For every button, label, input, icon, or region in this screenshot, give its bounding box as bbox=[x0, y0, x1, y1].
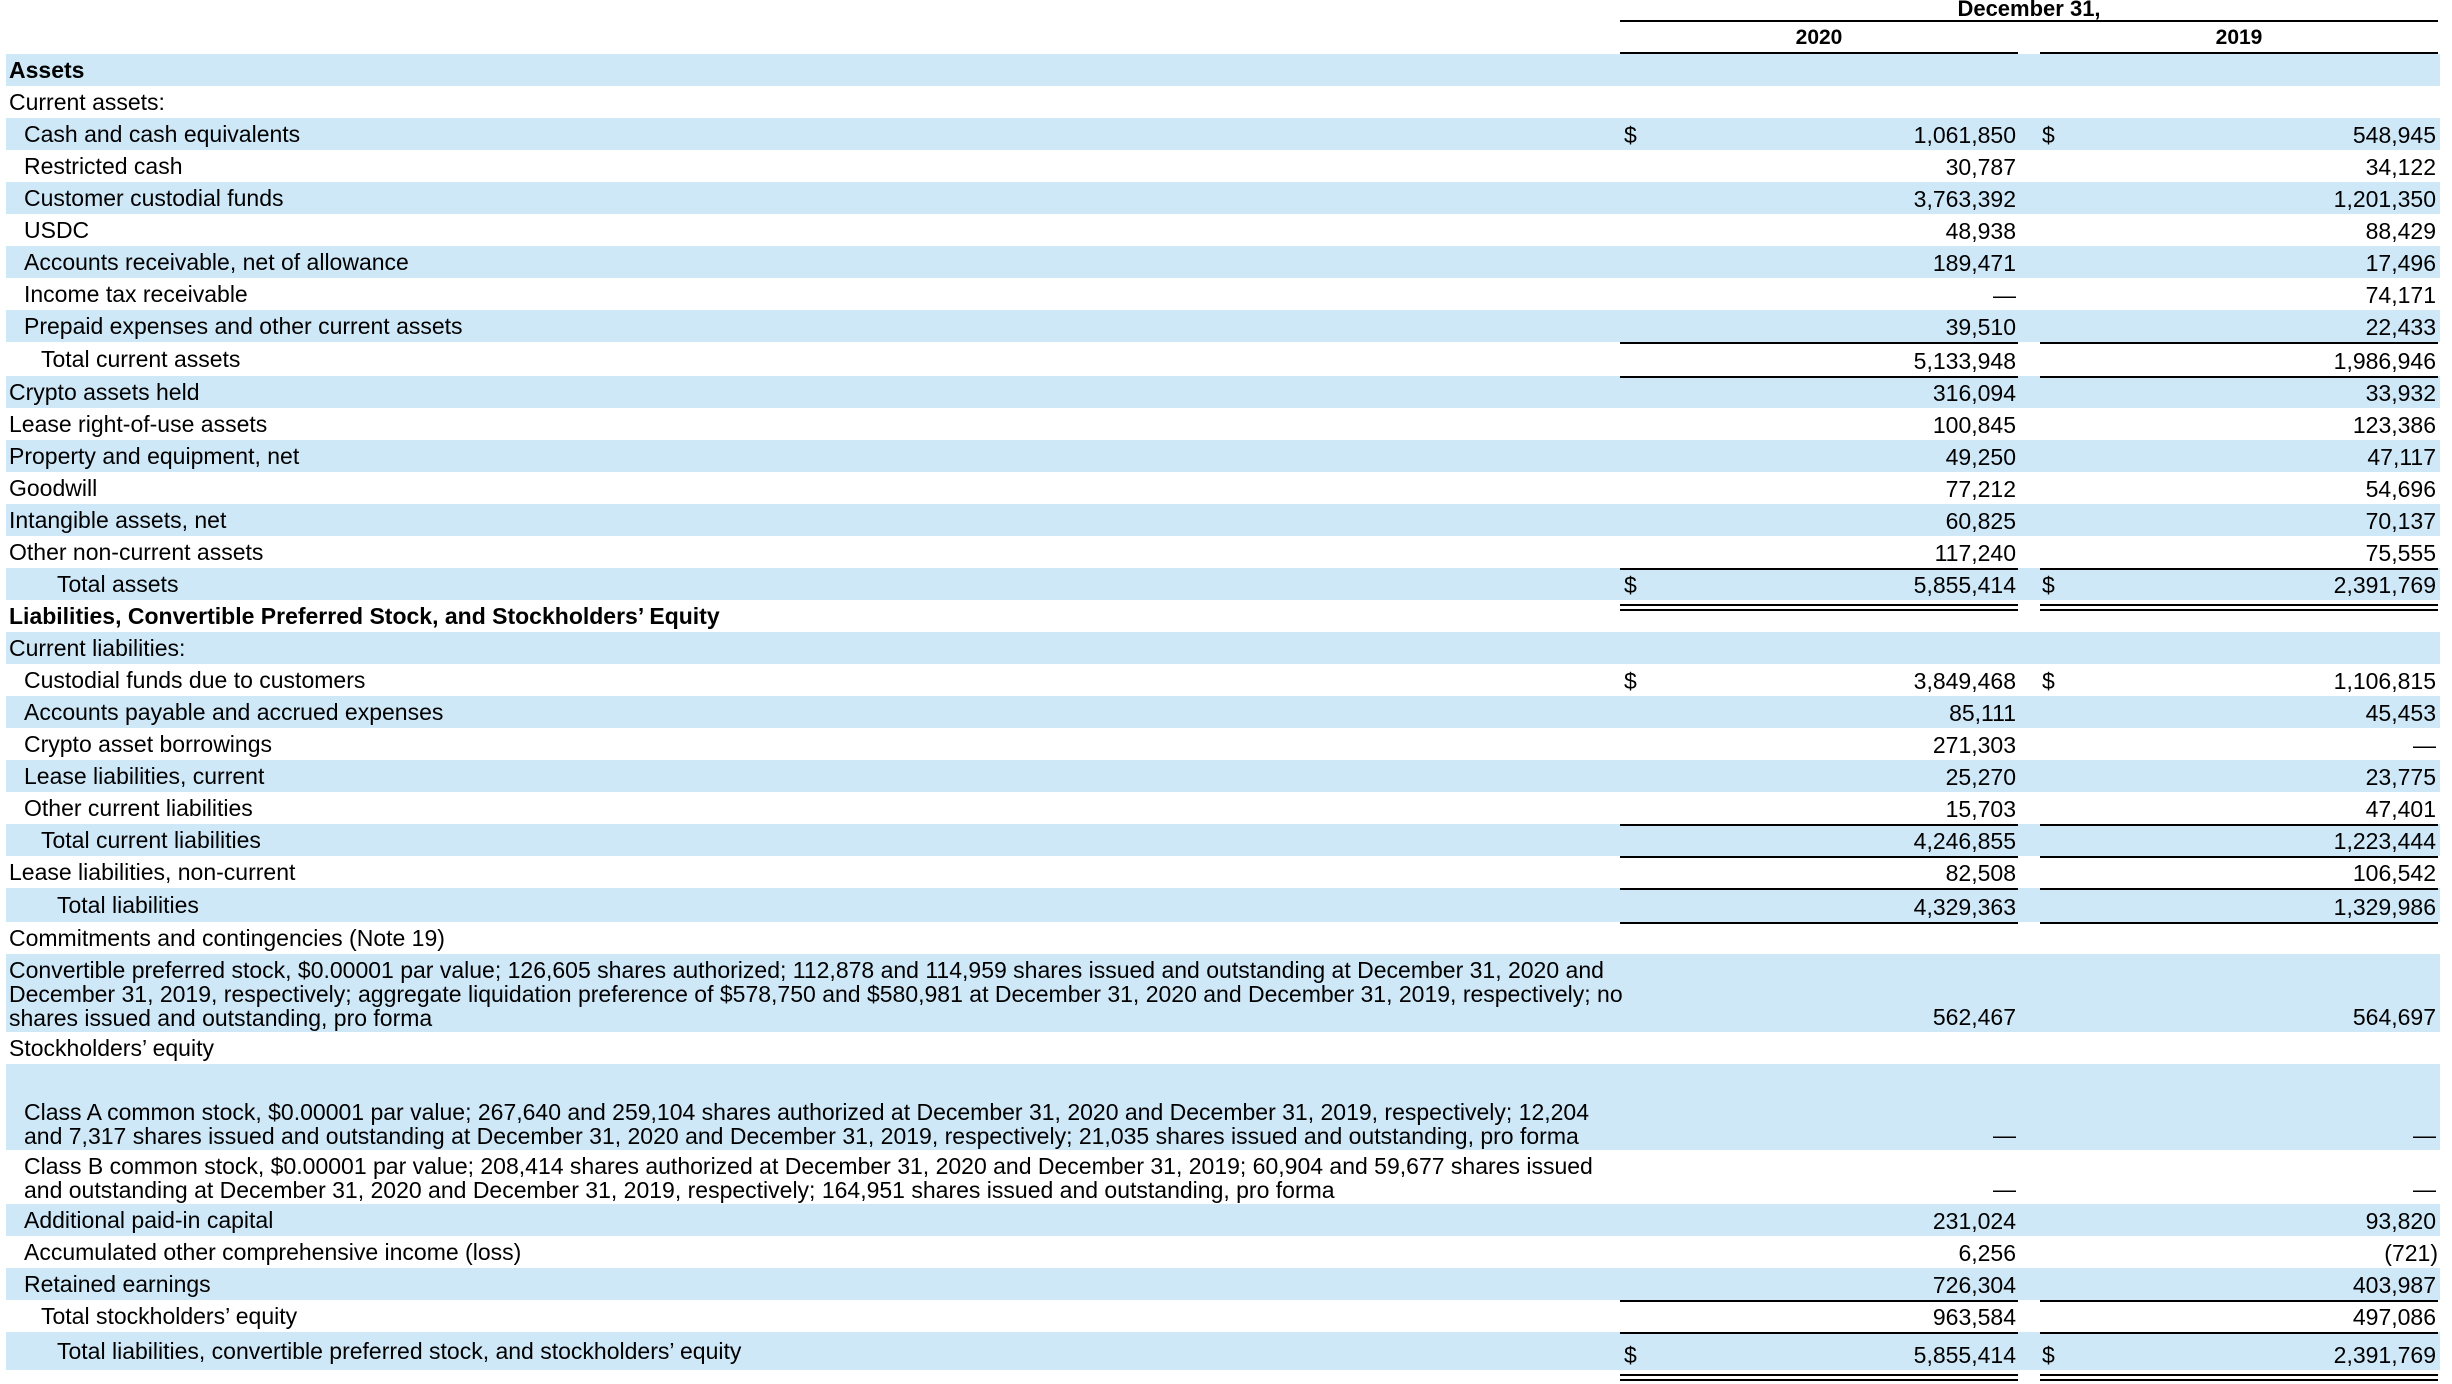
currency-symbol: $ bbox=[1624, 668, 1637, 694]
value-2020: 726,304 bbox=[1932, 1272, 2016, 1298]
line-item-label: Current liabilities: bbox=[9, 635, 186, 661]
line-item-label: USDC bbox=[24, 217, 90, 243]
value-2019: 2,391,769 bbox=[2333, 1342, 2436, 1368]
row-total-liabilities-convertible-preferred-stock-an bbox=[6, 1332, 2440, 1370]
value-2019: 75,555 bbox=[2365, 540, 2436, 566]
year-header-2019: 2019 bbox=[2215, 26, 2263, 49]
year-header-2020: 2020 bbox=[1795, 26, 1843, 49]
row-convertible-preferred-stock-0-00001-par-value-12 bbox=[6, 954, 2440, 1032]
line-item-label: Convertible preferred stock, $0.00001 par value; 126,605 shares authorized; 112,878 and 114,959 shares issued and outstanding at December 31, 2020 and December 31, 2019, respectively; aggregate liquidation preference of $578,750 and $580,981 at December 31, 2020 and December 31, 2019, respectively; no shares issued and outstanding, pro forma bbox=[9, 957, 1623, 1031]
line-item-label: Lease liabilities, current bbox=[24, 763, 265, 789]
subtotal-rule bbox=[2040, 922, 2438, 924]
value-2020: 100,845 bbox=[1932, 412, 2016, 438]
line-item-label: Goodwill bbox=[9, 475, 98, 501]
value-2020: 49,250 bbox=[1945, 444, 2016, 470]
row-other-current-liabilities bbox=[6, 792, 2440, 824]
currency-symbol: $ bbox=[2042, 1342, 2055, 1368]
row-total-current-liabilities bbox=[6, 824, 2440, 856]
value-2019: 34,122 bbox=[2365, 154, 2436, 180]
value-2019: 548,945 bbox=[2352, 122, 2436, 148]
value-2019: — bbox=[2413, 1176, 2436, 1202]
line-item-label: Assets bbox=[9, 57, 85, 83]
value-2019: 74,171 bbox=[2365, 282, 2436, 308]
line-item-label: Current assets: bbox=[9, 89, 165, 115]
line-item-label: Cash and cash equivalents bbox=[24, 121, 301, 147]
value-2020: — bbox=[1993, 282, 2016, 308]
value-2020: 271,303 bbox=[1932, 732, 2016, 758]
line-item-label: Liabilities, Convertible Preferred Stock, and Stockholders’ Equity bbox=[9, 603, 720, 629]
row-commitments-and-contingencies-note-19 bbox=[6, 922, 2440, 954]
row-intangible-assets-net bbox=[6, 504, 2440, 536]
row-liabilities-convertible-preferred-stock-and-stoc bbox=[6, 600, 2440, 632]
subtotal-rule bbox=[1620, 1300, 2018, 1302]
value-2020: 231,024 bbox=[1932, 1208, 2016, 1234]
currency-symbol: $ bbox=[1624, 122, 1637, 148]
value-2020: 82,508 bbox=[1945, 860, 2016, 886]
value-2019: 33,932 bbox=[2365, 380, 2436, 406]
value-2019: 106,542 bbox=[2352, 860, 2436, 886]
line-item-label: Retained earnings bbox=[24, 1271, 211, 1297]
line-item-label: Other current liabilities bbox=[24, 795, 253, 821]
subtotal-rule bbox=[1620, 856, 2018, 858]
value-2020: 562,467 bbox=[1932, 1004, 2016, 1030]
row-stockholders-equity bbox=[6, 1032, 2440, 1064]
row-crypto-assets-held bbox=[6, 376, 2440, 408]
line-item-label: Total liabilities bbox=[57, 892, 199, 918]
row-total-stockholders-equity bbox=[6, 1300, 2440, 1332]
value-2019: 497,086 bbox=[2352, 1304, 2436, 1330]
value-2019: 23,775 bbox=[2365, 764, 2436, 790]
period-header-rule bbox=[1620, 20, 2438, 22]
line-item-label: Accounts payable and accrued expenses bbox=[24, 699, 444, 725]
row-current-liabilities bbox=[6, 632, 2440, 664]
value-2019: 564,697 bbox=[2352, 1004, 2436, 1030]
value-2020: 30,787 bbox=[1945, 154, 2016, 180]
line-item-label: Additional paid-in capital bbox=[24, 1207, 274, 1233]
row-other-non-current-assets bbox=[6, 536, 2440, 568]
line-item-label: Property and equipment, net bbox=[9, 443, 300, 469]
line-item-label: Commitments and contingencies (Note 19) bbox=[9, 925, 445, 951]
line-item-label: Crypto assets held bbox=[9, 379, 200, 405]
value-2020: 1,061,850 bbox=[1913, 122, 2016, 148]
subtotal-rule bbox=[2040, 856, 2438, 858]
value-2019: — bbox=[2413, 1122, 2436, 1148]
row-goodwill bbox=[6, 472, 2440, 504]
row-total-current-assets bbox=[6, 342, 2440, 376]
currency-symbol: $ bbox=[1624, 1342, 1637, 1368]
line-item-label: Intangible assets, net bbox=[9, 507, 227, 533]
row-retained-earnings bbox=[6, 1268, 2440, 1300]
row-accounts-payable-and-accrued-expenses bbox=[6, 696, 2440, 728]
line-item-label: Total current liabilities bbox=[41, 827, 261, 853]
value-2019: (721) bbox=[2384, 1240, 2438, 1266]
value-2020: — bbox=[1993, 1122, 2016, 1148]
value-2019: 88,429 bbox=[2365, 218, 2436, 244]
value-2020: 5,855,414 bbox=[1913, 1342, 2016, 1368]
subtotal-rule bbox=[2040, 1300, 2438, 1302]
value-2020: 963,584 bbox=[1932, 1304, 2016, 1330]
total-double-rule bbox=[2040, 1374, 2438, 1376]
row-accumulated-other-comprehensive-income-loss bbox=[6, 1236, 2440, 1268]
line-item-label: Total liabilities, convertible preferred stock, and stockholders’ equity bbox=[57, 1338, 742, 1364]
value-2020: 3,763,392 bbox=[1913, 186, 2016, 212]
value-2020: 117,240 bbox=[1934, 540, 2016, 566]
subtotal-rule bbox=[1620, 376, 2018, 378]
value-2019: 1,986,946 bbox=[2333, 348, 2436, 374]
line-item-label: Lease right-of-use assets bbox=[9, 411, 268, 437]
line-item-label: Accumulated other comprehensive income (loss) bbox=[24, 1239, 522, 1265]
value-2020: 316,094 bbox=[1932, 380, 2016, 406]
value-2020: 15,703 bbox=[1945, 796, 2016, 822]
value-2019: 54,696 bbox=[2365, 476, 2436, 502]
currency-symbol: $ bbox=[2042, 668, 2055, 694]
subtotal-rule bbox=[1620, 922, 2018, 924]
row-accounts-receivable-net-of-allowance bbox=[6, 246, 2440, 278]
row-lease-liabilities-non-current bbox=[6, 856, 2440, 888]
value-2020: 39,510 bbox=[1945, 314, 2016, 340]
subtotal-rule bbox=[1620, 1332, 2018, 1334]
line-item-label: Income tax receivable bbox=[24, 281, 248, 307]
value-2020: 4,329,363 bbox=[1913, 894, 2016, 920]
row-property-and-equipment-net bbox=[6, 440, 2440, 472]
subtotal-rule bbox=[2040, 342, 2438, 344]
subtotal-rule bbox=[1620, 888, 2018, 890]
row-current-assets bbox=[6, 86, 2440, 118]
value-2019: 47,401 bbox=[2365, 796, 2436, 822]
value-2019: 22,433 bbox=[2365, 314, 2436, 340]
row-additional-paid-in-capital bbox=[6, 1204, 2440, 1236]
value-2019: 123,386 bbox=[2352, 412, 2436, 438]
value-2020: 189,471 bbox=[1932, 250, 2016, 276]
row-class-b-common-stock-0-00001-par-value-208-414-s bbox=[6, 1150, 2440, 1204]
value-2019: 17,496 bbox=[2365, 250, 2436, 276]
row-prepaid-expenses-and-other-current-assets bbox=[6, 310, 2440, 342]
row-income-tax-receivable bbox=[6, 278, 2440, 310]
subtotal-rule bbox=[1620, 824, 2018, 826]
row-lease-liabilities-current bbox=[6, 760, 2440, 792]
subtotal-rule bbox=[2040, 568, 2438, 570]
line-item-label: Prepaid expenses and other current assets bbox=[24, 313, 463, 339]
row-restricted-cash bbox=[6, 150, 2440, 182]
line-item-label: Total assets bbox=[57, 571, 179, 597]
value-2019: 2,391,769 bbox=[2333, 572, 2436, 598]
total-double-rule bbox=[1620, 1374, 2018, 1376]
value-2020: 85,111 bbox=[1949, 700, 2016, 726]
line-item-label: Restricted cash bbox=[24, 153, 183, 179]
value-2019: 1,329,986 bbox=[2333, 894, 2436, 920]
row-usdc bbox=[6, 214, 2440, 246]
line-item-label: Stockholders’ equity bbox=[9, 1035, 214, 1061]
subtotal-rule bbox=[1620, 342, 2018, 344]
line-item-label: Class B common stock, $0.00001 par value; 208,414 shares authorized at December 31, 2020 and December 31, 2019; 60,904 and 59,677 shares issued and outstanding at December 31, 2020 and December 31, 2019, respectively; 164,951 shares issued and outstanding, pro forma bbox=[24, 1153, 1593, 1203]
subtotal-rule bbox=[2040, 1332, 2438, 1334]
value-2019: — bbox=[2413, 732, 2436, 758]
line-item-label: Crypto asset borrowings bbox=[24, 731, 272, 757]
value-2019: 45,453 bbox=[2365, 700, 2436, 726]
line-item-label: Customer custodial funds bbox=[24, 185, 284, 211]
value-2020: 4,246,855 bbox=[1913, 828, 2016, 854]
line-item-label: Total current assets bbox=[41, 346, 241, 372]
row-class-a-common-stock-0-00001-par-value-267-640-a bbox=[6, 1064, 2440, 1150]
value-2020: 5,133,948 bbox=[1913, 348, 2016, 374]
value-2020: 5,855,414 bbox=[1913, 572, 2016, 598]
value-2020: 48,938 bbox=[1945, 218, 2016, 244]
value-2019: 47,117 bbox=[2367, 444, 2436, 470]
value-2019: 1,201,350 bbox=[2333, 186, 2436, 212]
row-total-assets bbox=[6, 568, 2440, 600]
value-2020: 60,825 bbox=[1945, 508, 2016, 534]
subtotal-rule bbox=[2040, 888, 2438, 890]
line-item-label: Other non-current assets bbox=[9, 539, 264, 565]
line-item-label: Lease liabilities, non-current bbox=[9, 859, 296, 885]
row-customer-custodial-funds bbox=[6, 182, 2440, 214]
line-item-label: Class A common stock, $0.00001 par value; 267,640 and 259,104 shares authorized at December 31, 2020 and December 31, 2019, respectively; 12,204 and 7,317 shares issued and outstanding at December 31, 2020 and December 31, 2019, respectively; 21,035 shares issued and outstanding, pro forma bbox=[24, 1099, 1589, 1149]
currency-symbol: $ bbox=[1624, 572, 1637, 598]
value-2020: 77,212 bbox=[1945, 476, 2016, 502]
row-assets bbox=[6, 54, 2440, 86]
value-2019: 93,820 bbox=[2365, 1208, 2436, 1234]
value-2019: 70,137 bbox=[2365, 508, 2436, 534]
line-item-label: Custodial funds due to customers bbox=[24, 667, 366, 693]
subtotal-rule bbox=[2040, 824, 2438, 826]
value-2019: 403,987 bbox=[2352, 1272, 2436, 1298]
value-2020: 25,270 bbox=[1945, 764, 2016, 790]
row-total-liabilities bbox=[6, 888, 2440, 922]
currency-symbol: $ bbox=[2042, 122, 2055, 148]
value-2019: 1,106,815 bbox=[2333, 668, 2436, 694]
subtotal-rule bbox=[1620, 568, 2018, 570]
row-crypto-asset-borrowings bbox=[6, 728, 2440, 760]
currency-symbol: $ bbox=[2042, 572, 2055, 598]
value-2020: 6,256 bbox=[1958, 1240, 2016, 1266]
value-2019: 1,223,444 bbox=[2333, 828, 2436, 854]
line-item-label: Total stockholders’ equity bbox=[41, 1303, 298, 1329]
subtotal-rule bbox=[2040, 376, 2438, 378]
row-lease-right-of-use-assets bbox=[6, 408, 2440, 440]
value-2020: 3,849,468 bbox=[1913, 668, 2016, 694]
line-item-label: Accounts receivable, net of allowance bbox=[24, 249, 409, 275]
row-custodial-funds-due-to-customers bbox=[6, 664, 2440, 696]
period-header: December 31, bbox=[1957, 0, 2101, 20]
row-cash-and-cash-equivalents bbox=[6, 118, 2440, 150]
value-2020: — bbox=[1993, 1176, 2016, 1202]
